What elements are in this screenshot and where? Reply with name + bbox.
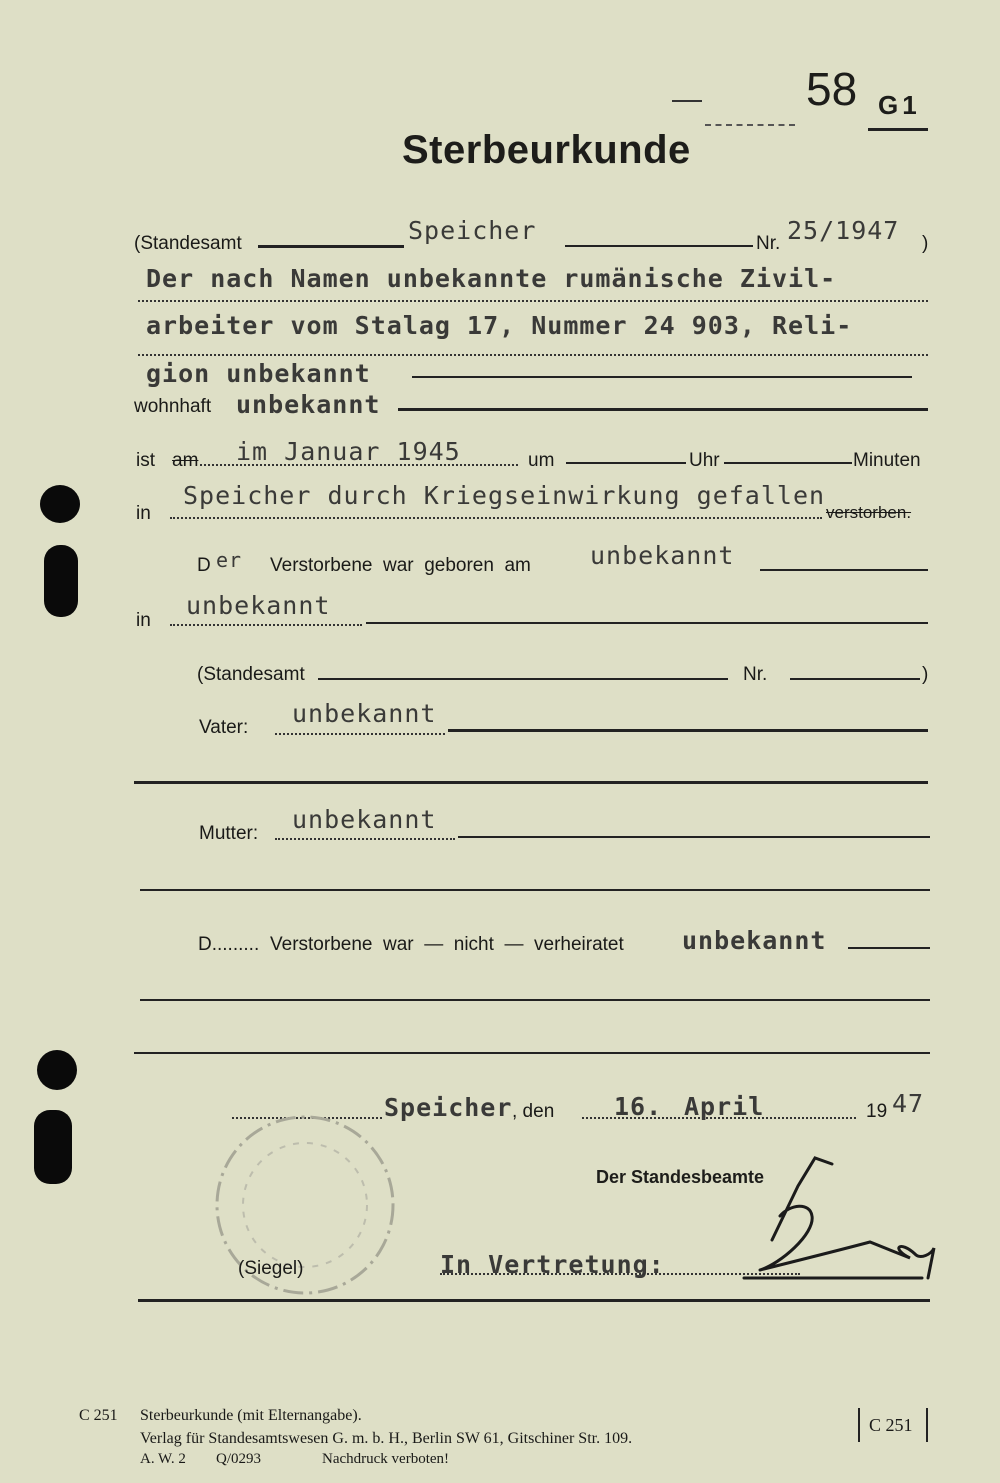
mother-rule — [458, 836, 930, 838]
death-ist-label: ist — [136, 450, 155, 471]
issue-year-suffix: 47 — [892, 1089, 925, 1118]
marital-d-prefix: D......... — [198, 934, 260, 955]
death-in-label: in — [136, 503, 151, 524]
header-dashes-2 — [705, 124, 795, 126]
issue-day: 16. — [614, 1092, 663, 1121]
footer-line-2: Verlag für Standesamtswesen G. m. b. H., Berlin SW 61, Gitschiner Str. 109. — [140, 1430, 633, 1447]
body-dots-1 — [138, 300, 928, 302]
mother-value: unbekannt — [292, 805, 437, 834]
birth-text: Verstorbene war geboren am — [270, 555, 531, 576]
footer-line-3b: Q/0293 — [216, 1451, 261, 1467]
death-place-dots — [170, 517, 822, 519]
registry-label: (Standesamt — [134, 233, 242, 254]
death-um-label: um — [528, 450, 555, 471]
body-line-1: Der nach Namen unbekannte rumänische Zivil- — [146, 264, 837, 293]
issue-den-label: , den — [512, 1101, 555, 1122]
issue-month: April — [684, 1092, 765, 1121]
birth-date: unbekannt — [590, 541, 735, 570]
birth-in-label: in — [136, 610, 151, 631]
birth-place: unbekannt — [186, 591, 331, 620]
birth-date-rule — [760, 569, 928, 571]
body-dots-2 — [138, 354, 928, 356]
body-rule-3 — [412, 376, 912, 378]
footer-box-code: C 251 — [869, 1415, 913, 1435]
footer-line-3a: A. W. 2 — [140, 1451, 186, 1467]
birth-registry-nr-rule — [790, 678, 920, 680]
mother-rule-2 — [140, 889, 930, 891]
birth-registry-nr: Nr. — [743, 664, 768, 685]
birth-d-typed: er — [216, 548, 243, 572]
birth-place-rule — [366, 622, 928, 624]
residence-rule — [398, 408, 928, 411]
residence-label: wohnhaft — [134, 396, 212, 417]
father-rule-2 — [134, 781, 928, 784]
punch-hole-3 — [37, 1050, 77, 1090]
issue-place: Speicher — [384, 1093, 513, 1122]
father-value: unbekannt — [292, 699, 437, 728]
punch-hole-2 — [44, 545, 78, 617]
death-uhr-label: Uhr — [689, 450, 720, 471]
footer-form-code: C 251 — [79, 1407, 118, 1424]
death-uhr-rule — [724, 462, 852, 464]
registry-close: ) — [922, 233, 929, 254]
death-place: Speicher durch Kriegseinwirkung gefallen — [183, 481, 826, 510]
marital-rule-3 — [134, 1052, 930, 1054]
birth-d-prefix: D — [197, 555, 211, 576]
father-dots — [275, 733, 445, 735]
signature-rule — [138, 1299, 930, 1302]
birth-registry-rule — [318, 678, 728, 680]
page-title: Sterbeurkunde — [402, 128, 691, 172]
vertretung-text: In Vertretung: — [440, 1250, 665, 1279]
death-am-struck: am — [172, 450, 199, 471]
residence-value: unbekannt — [236, 390, 381, 419]
registry-office: Speicher — [408, 216, 537, 245]
mother-label: Mutter: — [199, 823, 259, 844]
number-underline — [868, 128, 928, 131]
birth-registry-close: ) — [922, 664, 929, 685]
marital-value: unbekannt — [682, 926, 827, 955]
death-date-dots — [200, 464, 518, 466]
death-date: im Januar 1945 — [236, 437, 461, 466]
official-label: Der Standesbeamte — [596, 1167, 765, 1187]
issue-year-prefix: 19 — [866, 1101, 888, 1122]
registry-nr-value: 25/1947 — [787, 216, 900, 245]
father-label: Vater: — [199, 717, 249, 738]
body-line-3: gion unbekannt — [146, 359, 371, 388]
document-number: 58 — [806, 63, 858, 115]
marital-rule-2 — [140, 999, 930, 1001]
registry-rule-2 — [565, 245, 753, 247]
footer-line-3c: Nachdruck verboten! — [322, 1451, 450, 1467]
death-um-rule — [566, 462, 686, 464]
registry-rule-1 — [258, 245, 404, 248]
birth-registry-label: (Standesamt — [197, 664, 305, 685]
seal-label: (Siegel) — [238, 1258, 304, 1279]
marital-text: Verstorbene war — nicht — verheiratet — [270, 934, 624, 955]
body-line-2: arbeiter vom Stalag 17, Nummer 24 903, Reli- — [146, 311, 853, 340]
mother-dots — [275, 838, 455, 840]
official-seal — [190, 1110, 430, 1310]
document-number-suffix: G1 — [878, 90, 921, 120]
signature-scribble — [720, 1150, 960, 1300]
registry-nr-label: Nr. — [756, 233, 781, 254]
punch-hole-4 — [34, 1110, 72, 1184]
header-dashes — [672, 100, 702, 102]
footer-line-1: Sterbeurkunde (mit Elternangabe). — [140, 1407, 362, 1424]
marital-rule — [848, 947, 930, 949]
punch-hole-1 — [40, 485, 80, 523]
father-rule — [448, 729, 928, 732]
death-verstorben-struck: verstorben. — [826, 503, 912, 522]
birth-place-dots — [170, 624, 362, 626]
death-minuten-label: Minuten — [853, 450, 921, 471]
